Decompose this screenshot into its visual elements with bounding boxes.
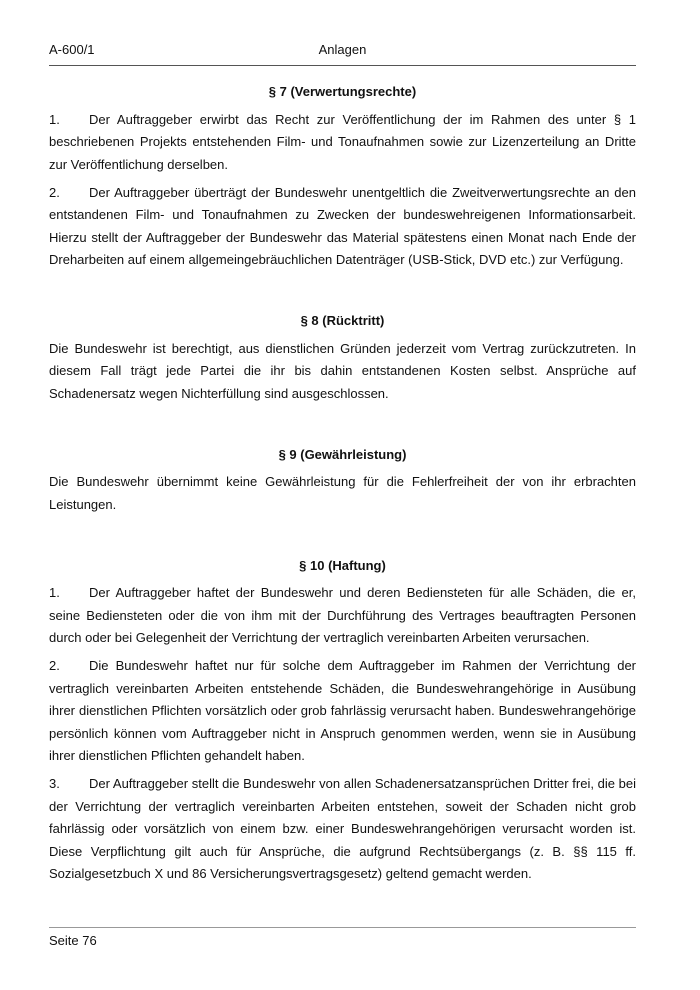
section-title-8: § 8 (Rücktritt) [300, 313, 385, 328]
document-code: A-600/1 [49, 42, 95, 57]
paragraph-10-2 [49, 655, 636, 768]
paragraph-number: 1. [49, 585, 60, 600]
paragraph-10-3 [49, 773, 636, 886]
section-title-9: § 9 (Gewährleistung) [278, 446, 407, 462]
paragraph-8: Die Bundeswehr ist berechtigt, aus dienstlichen Gründen jederzeit vom Vertrag zurückzutreten. In diesem Fall trägt jede Partei die ihr bis dahin entstandenen Kosten selbst. Ansprüche auf Schadenersatz wegen Nichterfüllung sind ausgeschlossen. [49, 340, 636, 401]
footer-divider [49, 927, 636, 928]
paragraph-text: Der Auftraggeber überträgt der Bundeswehr unentgeltlich die Zweitverwertungsrechte an den entstandenen Film- und Tonaufnahmen zu Zwecken der bundeswehreigenen Informationsarbeit. Hierzu stellt der Auftraggeber der Bundeswehr das Material spätestens einen Monat nach Ende der Dreharbeiten auf einem allgemeingebräuchlichen Datenträger (USB-Stick, DVD etc.) zur Verfügung. [49, 184, 636, 267]
section-spacer [49, 277, 636, 310]
paragraph-number: 2. [49, 658, 60, 673]
paragraph-number: 3. [49, 776, 60, 791]
paragraph-text: Der Auftraggeber erwirbt das Recht zur Veröffentlichung der im Rahmen des unter § 1 beschriebenen Projekts entstehenden Film- und Tonaufnahmen sowie zur Lizenzerteilung an Dritte zur Veröffentlichung derselben. [49, 111, 636, 172]
section-spacer [49, 411, 636, 444]
paragraph-9: Die Bundeswehr übernimmt keine Gewährleistung für die Fehlerfreiheit der von ihr erbrachten Leistungen. [49, 474, 636, 512]
paragraph-7-1 [49, 109, 636, 177]
page-number: Seite 76 [49, 933, 97, 948]
paragraph-7-2 [49, 182, 636, 272]
paragraph-text: Der Auftraggeber haftet der Bundeswehr und deren Bediensteten für alle Schäden, die er, seine Bediensteten oder die von ihm mit der Durchführung des Vertrages beauftragten Personen durch oder bei Gelegenheit der Verrichtung der vertraglich vereinbarten Arbeiten verursachen. [49, 585, 636, 645]
paragraph-number: 2. [49, 184, 60, 200]
paragraph-10-1 [49, 582, 636, 650]
document-page [49, 0, 636, 990]
paragraph-text: Der Auftraggeber stellt die Bundeswehr von allen Schadenersatzansprüchen Dritter frei, die bei der Verrichtung der vertraglich vereinbarten Arbeiten entstehen, soweit der Schaden nicht grob fahrlässig oder vorsätzlich von einem bzw. einer Bundeswehrangehörigen verursacht worden ist. Diese Verpflichtung gilt auch für Ansprüche, die aufgrund Rechtsübergangs (z. B. §§ 115 ff. Sozialgesetzbuch X und 86 Versicherungsvertragsgesetz) geltend gemacht werden. [49, 776, 636, 881]
section-spacer [49, 522, 636, 555]
paragraph-text: Die Bundeswehr haftet nur für solche dem Auftraggeber im Rahmen der Verrichtung der vertraglich vereinbarten Arbeiten entstehende Schäden, die Bundeswehrangehörige in Ausübung ihrer dienstlichen Pflichten vorsätzlich oder grob fahrlässig verursacht haben. Bundeswehrangehörige persönlich können vom Auftraggeber nicht in Anspruch genommen werden, wenn sie in Ausübung ihrer dienstlichen Pflichten gehandelt haben. [49, 658, 636, 763]
page-header [49, 42, 636, 62]
header-divider [49, 65, 636, 66]
section-title-7: § 7 (Verwertungsrechte) [268, 84, 417, 99]
section-title-10: § 10 (Haftung) [299, 557, 386, 573]
header-section-title: Anlagen [318, 42, 367, 57]
paragraph-number: 1. [49, 111, 60, 127]
document-body [49, 81, 636, 891]
